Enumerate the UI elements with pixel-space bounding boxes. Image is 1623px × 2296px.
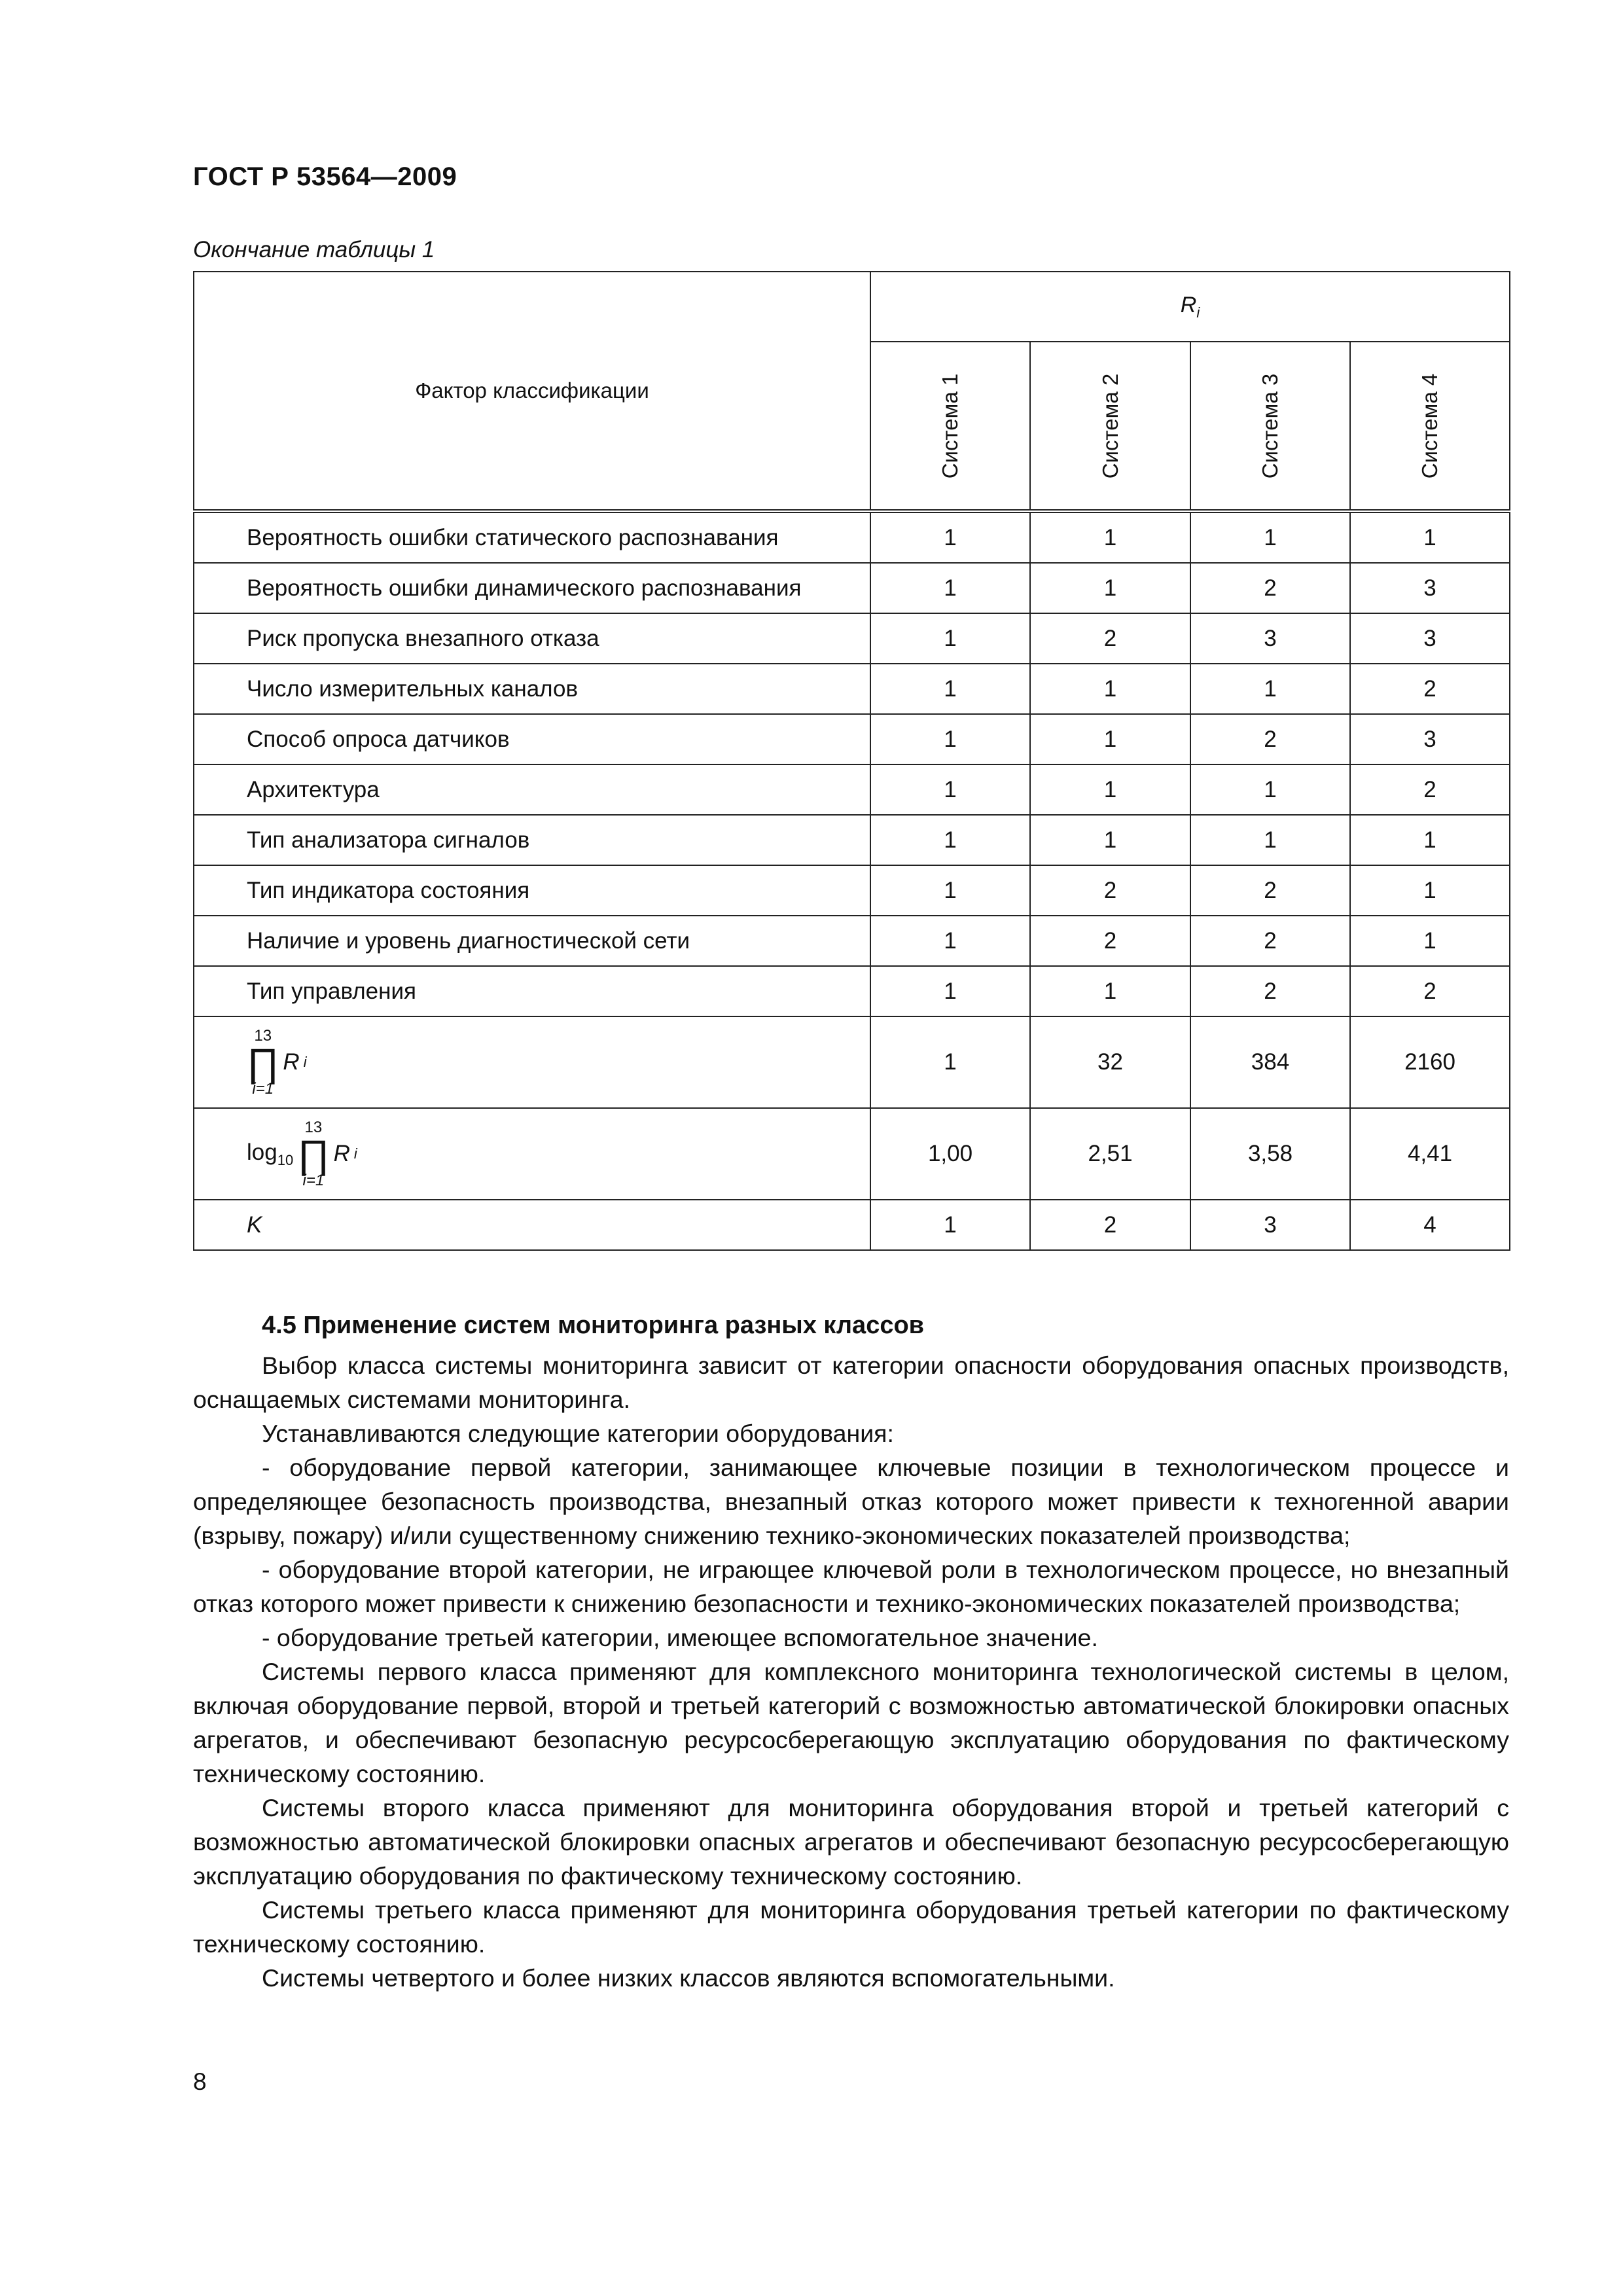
value-cell: 1: [870, 664, 1030, 714]
factor-cell: Способ опроса датчиков: [194, 714, 870, 764]
value-cell: 32: [1030, 1016, 1190, 1108]
paragraph: Системы первого класса применяют для комплексного мониторинга технологической системы в целом, включая оборудование первой, второй и третьей категорий с возможностью автоматической блокировки опасных агрегатов, и обеспечивают безопасную ресурсосберегающую эксплуатацию оборудования по фактическому техническому состоянию.: [193, 1658, 1509, 1787]
paragraph: Системы второго класса применяют для мониторинга оборудования второй и третьей категорий с возможностью автоматической блокировки опасных агрегатов и обеспечивают безопасную ресурсосберегающую эксплуатацию оборудования по фактическому техническому состоянию.: [193, 1794, 1509, 1890]
ri-header: [870, 272, 1510, 342]
value-cell: 1: [1190, 815, 1350, 865]
value-cell: 4,41: [1350, 1108, 1510, 1200]
value-cell: 1: [1190, 764, 1350, 815]
table-row: [194, 714, 1510, 764]
value-cell: 1: [1190, 664, 1350, 714]
value-cell: 2: [1190, 966, 1350, 1016]
value-cell: 2: [1030, 865, 1190, 916]
value-cell: 2: [1190, 563, 1350, 613]
system-1-header: [870, 342, 1030, 511]
value-cell: 3: [1190, 613, 1350, 664]
value-cell: 1: [1030, 815, 1190, 865]
table-row: [194, 613, 1510, 664]
system-2-header: [1030, 342, 1190, 511]
system-4-label: Система 4: [1418, 373, 1442, 478]
value-cell: 2: [1030, 1200, 1190, 1250]
log-lower-limit: i=1: [302, 1171, 325, 1189]
table-row: [194, 563, 1510, 613]
value-cell: 3: [1350, 613, 1510, 664]
product-lower-limit: i=1: [252, 1079, 274, 1098]
product-variable: R: [283, 1049, 300, 1075]
value-cell: 1: [870, 966, 1030, 1016]
log-label: [247, 1139, 293, 1169]
value-cell: 2: [1350, 966, 1510, 1016]
log-row: [194, 1108, 1510, 1200]
log-expression: [247, 1120, 357, 1189]
factor-cell: Вероятность ошибки динамического распознавания: [194, 563, 870, 613]
value-cell: 2: [1190, 714, 1350, 764]
list-item: - оборудование третьей категории, имеющее вспомогательное значение.: [262, 1624, 1098, 1651]
value-cell: 1: [1190, 511, 1350, 563]
value-cell: 1: [870, 815, 1030, 865]
table-body: [194, 511, 1510, 1250]
classification-table: [193, 271, 1510, 1251]
value-cell: 1: [1350, 865, 1510, 916]
value-cell: 1: [870, 511, 1030, 563]
value-cell: 1: [870, 764, 1030, 815]
log-product-symbol: ∏: [297, 1132, 330, 1176]
value-cell: 1: [870, 563, 1030, 613]
k-label: K: [194, 1200, 870, 1250]
value-cell: 1: [1030, 511, 1190, 563]
factor-cell: Тип анализатора сигналов: [194, 815, 870, 865]
value-cell: 1,00: [870, 1108, 1030, 1200]
table-row: [194, 815, 1510, 865]
log-text: log: [247, 1139, 277, 1165]
section-title: 4.5 Применение систем мониторинга разных классов: [262, 1312, 925, 1339]
value-cell: 3: [1190, 1200, 1350, 1250]
value-cell: 1: [1030, 714, 1190, 764]
ri-symbol: R: [1180, 292, 1197, 317]
value-cell: 1: [1350, 815, 1510, 865]
value-cell: 2: [1030, 916, 1190, 966]
product-symbol: ∏: [247, 1040, 279, 1085]
table-row: [194, 966, 1510, 1016]
product-upper-limit: 13: [254, 1026, 272, 1045]
document-code: ГОСТ Р 53564—2009: [193, 162, 457, 191]
paragraph: Системы четвертого и более низких классов являются вспомогательными.: [262, 1964, 1115, 1992]
system-4-header: [1350, 342, 1510, 511]
value-cell: 384: [1190, 1016, 1350, 1108]
product-formula: [194, 1016, 870, 1108]
list-item: - оборудование первой категории, занимающее ключевые позиции в технологическом процессе и определяющее безопасность производства, внезапный отказ которого может привести к техногенной аварии (взрыву, пожару) и/или существенному снижению технико-экономических показателей производства;: [193, 1454, 1509, 1549]
value-cell: 3: [1350, 563, 1510, 613]
factor-cell: Число измерительных каналов: [194, 664, 870, 714]
value-cell: 1: [870, 613, 1030, 664]
factor-header: Фактор классификации: [194, 272, 870, 511]
table-row: [194, 764, 1510, 815]
value-cell: 2: [1350, 764, 1510, 815]
table-row: [194, 865, 1510, 916]
system-2-label: Система 2: [1097, 373, 1122, 478]
factor-cell: Вероятность ошибки статического распознавания: [194, 511, 870, 563]
value-cell: 2: [1190, 865, 1350, 916]
value-cell: 4: [1350, 1200, 1510, 1250]
log-upper-limit: 13: [304, 1118, 323, 1136]
value-cell: 1: [1030, 664, 1190, 714]
system-3-label: Система 3: [1258, 373, 1282, 478]
value-cell: 2160: [1350, 1016, 1510, 1108]
paragraph: Устанавливаются следующие категории оборудования:: [262, 1420, 894, 1447]
value-cell: 1: [1030, 966, 1190, 1016]
factor-cell: Тип управления: [194, 966, 870, 1016]
log-base: 10: [277, 1151, 294, 1168]
list-item: - оборудование второй категории, не играющее ключевой роли в технологическом процессе, но внезапный отказ которого может привести к снижению безопасности и технико-экономических показателей производства;: [193, 1556, 1509, 1617]
value-cell: 1: [870, 714, 1030, 764]
value-cell: 3,58: [1190, 1108, 1350, 1200]
table-caption: Окончание таблицы 1: [193, 237, 435, 262]
value-cell: 3: [1350, 714, 1510, 764]
product-variable-subscript: i: [303, 1054, 307, 1070]
factor-cell: Архитектура: [194, 764, 870, 815]
log-formula: [194, 1108, 870, 1200]
log-product-operator: [297, 1120, 329, 1189]
k-row: [194, 1200, 1510, 1250]
page-number: 8: [193, 2068, 207, 2095]
section-body: [193, 1348, 1509, 1995]
value-cell: 1: [870, 1016, 1030, 1108]
product-operator: [247, 1028, 279, 1097]
value-cell: 2,51: [1030, 1108, 1190, 1200]
product-expression: [247, 1028, 307, 1097]
system-1-label: Система 1: [938, 373, 962, 478]
value-cell: 1: [870, 1200, 1030, 1250]
value-cell: 2: [1350, 664, 1510, 714]
ri-subscript: i: [1196, 304, 1200, 321]
log-variable-subscript: i: [353, 1145, 357, 1162]
value-cell: 1: [1030, 764, 1190, 815]
factor-cell: Тип индикатора состояния: [194, 865, 870, 916]
table-row: [194, 916, 1510, 966]
table-head: [194, 272, 1510, 511]
product-row: [194, 1016, 1510, 1108]
system-3-header: [1190, 342, 1350, 511]
factor-cell: Риск пропуска внезапного отказа: [194, 613, 870, 664]
paragraph: Системы третьего класса применяют для мониторинга оборудования третьей категории по фактическому техническому состоянию.: [193, 1896, 1509, 1958]
factor-cell: Наличие и уровень диагностической сети: [194, 916, 870, 966]
value-cell: 2: [1030, 613, 1190, 664]
value-cell: 1: [870, 916, 1030, 966]
table-row: [194, 664, 1510, 714]
table-row: [194, 511, 1510, 563]
value-cell: 2: [1190, 916, 1350, 966]
value-cell: 1: [1350, 916, 1510, 966]
log-variable: R: [333, 1141, 350, 1166]
value-cell: 1: [1350, 511, 1510, 563]
value-cell: 1: [1030, 563, 1190, 613]
value-cell: 1: [870, 865, 1030, 916]
paragraph: Выбор класса системы мониторинга зависит от категории опасности оборудования опасных производств, оснащаемых системами мониторинга.: [193, 1352, 1509, 1413]
